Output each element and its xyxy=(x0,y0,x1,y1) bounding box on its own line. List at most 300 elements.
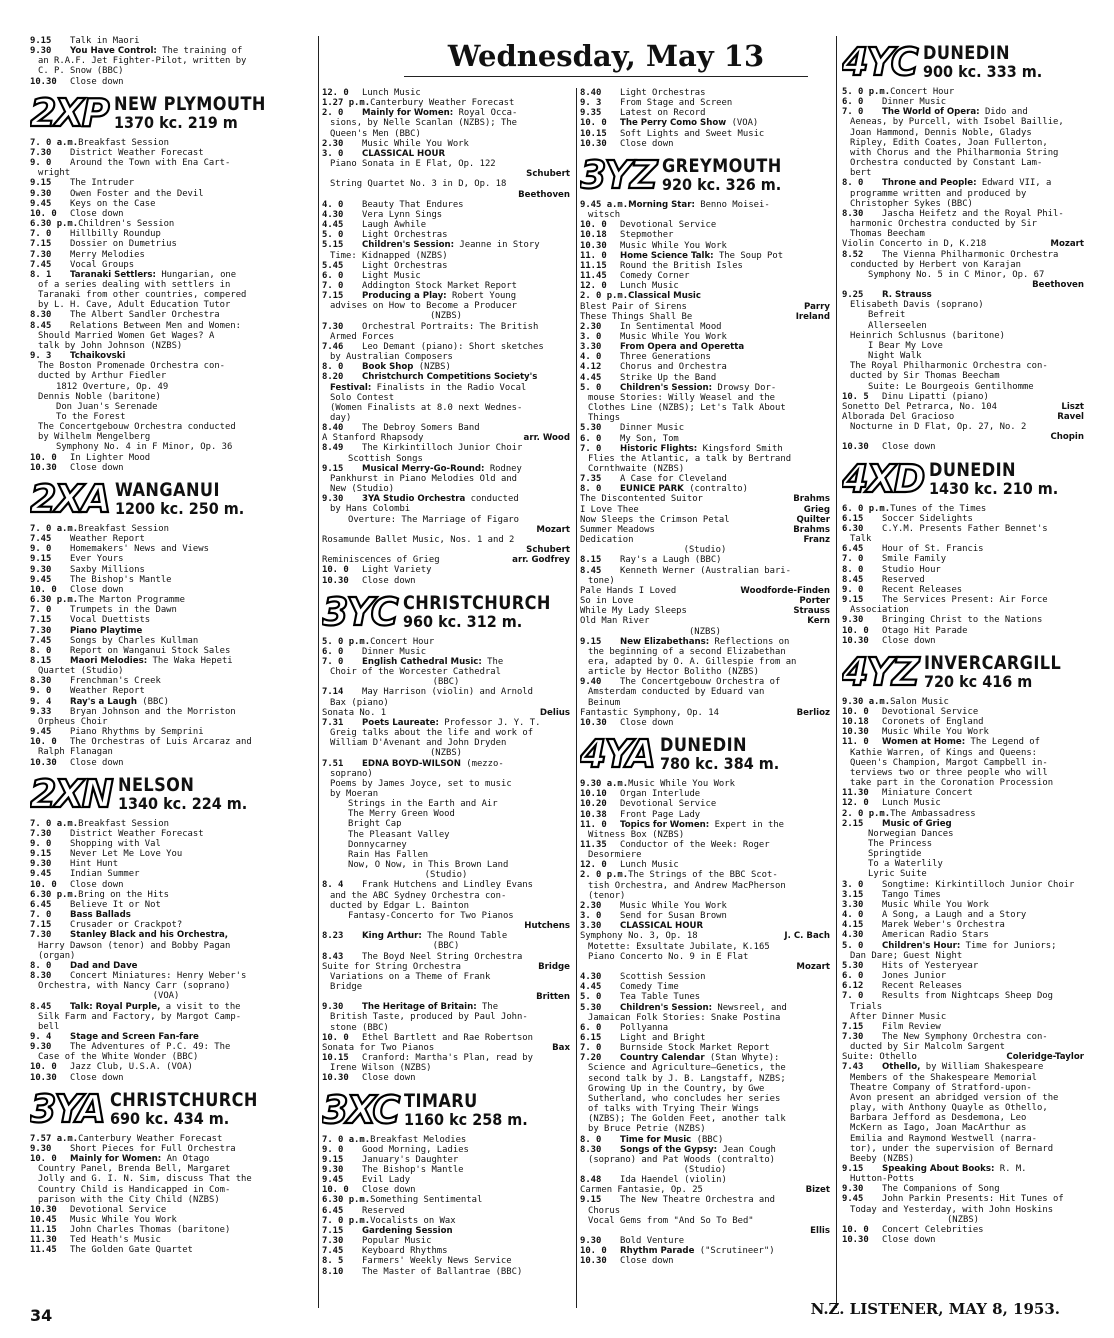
programme-text: Bold Venture xyxy=(620,1236,685,1247)
programme-line xyxy=(842,930,1084,940)
programme-time: 8.45 xyxy=(842,574,864,585)
composer: Ellis xyxy=(810,1225,830,1236)
programme-time: 10. 0 xyxy=(580,118,607,129)
programme-line xyxy=(580,200,830,210)
programme-text: Drowsy Dor- xyxy=(717,382,777,393)
programme-line xyxy=(580,952,830,962)
programme-time: 9.30 xyxy=(30,564,52,575)
programme-text: Breakfast Session xyxy=(78,137,169,148)
programme-text: Piano Sonata in E Flat, Op. 122 xyxy=(330,159,496,170)
programme-time: 4. 0 xyxy=(842,910,864,921)
programme-title: Gardening Session xyxy=(362,1225,453,1236)
programme-text: Close down xyxy=(362,1073,416,1084)
station-name: DUNEDIN xyxy=(659,734,747,757)
programme-line xyxy=(322,1135,570,1145)
programme-text: Tunes of the Times xyxy=(890,503,987,514)
programme-time: 6. 0 xyxy=(842,971,864,982)
programme-line xyxy=(322,982,570,992)
programme-text: The Boyd Neel String Orchestra xyxy=(362,951,523,962)
station-logo: 2XP xyxy=(30,90,108,135)
programme-line xyxy=(580,891,830,901)
programme-text: Dinner Music xyxy=(882,97,947,108)
programme-line xyxy=(30,239,302,249)
programme-line xyxy=(322,1012,570,1022)
programme-text: Motette: Exsultate Jubilate, K.165 xyxy=(588,941,770,952)
programme-line xyxy=(30,707,302,717)
programme-text: Dinner Music xyxy=(362,646,427,657)
programme-text: Suite: Le Bourgeois Gentilhomme xyxy=(868,381,1034,392)
programme-title: Country Calendar xyxy=(620,1053,705,1064)
programme-line xyxy=(580,393,830,403)
programme-time: 9.15 xyxy=(580,636,602,647)
programme-title: Mainly for Women: xyxy=(362,108,454,119)
programme-time: 8. 0 xyxy=(842,564,864,575)
programme-line xyxy=(322,1185,570,1195)
programme-text: Music While You Work xyxy=(620,331,727,342)
programme-line xyxy=(30,930,302,940)
programme-text: Results from Nightcaps Sheep Dog xyxy=(882,991,1053,1002)
programme-text: Ida Haendel (violin) xyxy=(620,1175,727,1186)
programme-text: Songtime: Kirkintilloch Junior Choir xyxy=(882,879,1075,890)
station-header xyxy=(580,153,830,195)
programme-line xyxy=(842,626,1084,636)
programme-text: Music While You Work xyxy=(620,240,727,251)
programme-line xyxy=(322,1073,570,1083)
programme-text: The Round Table xyxy=(427,931,508,942)
programme-title: Talk: Royal Purple, xyxy=(70,1001,161,1012)
programme-text: Lyric Suite xyxy=(868,869,927,880)
programme-line xyxy=(580,98,830,108)
programme-line xyxy=(30,890,302,900)
programme-time: 10. 0 xyxy=(842,706,869,717)
station-name: DUNEDIN xyxy=(922,42,1010,64)
programme-line xyxy=(30,432,302,442)
programme-line xyxy=(842,778,1084,788)
programme-time: 6.30 p.m. xyxy=(30,595,79,606)
programme-text: Conductor of the Week: Roger xyxy=(620,840,770,850)
programme-line xyxy=(580,850,830,860)
composer: Liszt xyxy=(1061,401,1084,412)
programme-time: 2. 0 p.m. xyxy=(842,808,891,819)
programme-line xyxy=(842,707,1084,717)
programme-line xyxy=(580,129,830,139)
programme-line xyxy=(580,535,830,545)
programme-time: 10.15 xyxy=(322,1053,349,1064)
programme-title: Home Science Talk: xyxy=(620,250,714,261)
programme-text: The Boston Promenade Orchestra con- xyxy=(38,361,226,372)
column-2 xyxy=(322,88,570,1308)
programme-title: King Arthur: xyxy=(362,931,422,942)
programme-time: 2. 0 p.m. xyxy=(580,870,629,881)
programme-line xyxy=(30,544,302,554)
programme-line xyxy=(322,332,570,342)
programme-text: stone (BBC) xyxy=(330,1022,389,1033)
programme-line xyxy=(842,1184,1084,1194)
programme-line xyxy=(322,210,570,220)
programme-text: Comedy Corner xyxy=(620,271,690,282)
programme-time: 7.51 xyxy=(322,758,344,769)
programme-line xyxy=(842,544,1084,554)
programme-line xyxy=(842,382,1084,392)
programme-text: Cornthwaite (NZBS) xyxy=(588,464,685,474)
programme-text: Otago Hit Parade xyxy=(882,625,968,636)
programme-line xyxy=(580,220,830,230)
programme-text: Springtide xyxy=(868,849,922,860)
programme-text: Owen Foster and the Devil xyxy=(70,188,204,199)
programme-line xyxy=(30,1185,302,1195)
programme-line xyxy=(842,524,1084,534)
programme-text: Light Orchestras xyxy=(362,260,448,271)
programme-text: From Stage and Screen xyxy=(620,98,733,109)
programme-text: mouse Stories: Willy Weasel and the xyxy=(588,392,776,403)
programme-line xyxy=(322,1063,570,1073)
programme-text: Fantasy-Concerto for Two Pianos xyxy=(348,910,514,921)
work-title: These Things Shall Be xyxy=(580,311,693,322)
programme-text: Jascha Heifetz and the Royal Phil- xyxy=(882,208,1064,219)
composer: Brahms xyxy=(793,524,830,535)
programme-line xyxy=(842,758,1084,768)
programme-text: The xyxy=(487,656,504,667)
programme-line xyxy=(322,433,570,443)
programme-time: 10.30 xyxy=(580,138,607,149)
programme-time: 8.40 xyxy=(322,423,344,434)
programme-line xyxy=(842,107,1084,117)
programme-time: 8.30 xyxy=(30,676,52,687)
programme-text: Kenneth Werner (Australian bari- xyxy=(620,565,791,576)
programme-line xyxy=(842,737,1084,747)
programme-line xyxy=(842,1113,1084,1123)
programme-time: 4.45 xyxy=(580,982,602,993)
programme-time: 10. 0 xyxy=(30,879,57,890)
programme-text: Beeby (NZBS) xyxy=(850,1153,915,1164)
programme-line xyxy=(322,565,570,575)
programme-line xyxy=(580,921,830,931)
programme-line xyxy=(842,565,1084,575)
programme-text: Close down xyxy=(882,635,936,646)
programme-line xyxy=(580,566,830,576)
programme-line xyxy=(842,219,1084,229)
programme-line xyxy=(322,840,570,850)
station-frequency: 1430 kc. 210 m. xyxy=(929,478,1059,498)
station-header xyxy=(580,732,830,777)
programme-line xyxy=(322,1267,570,1277)
programme-time: 5.30 xyxy=(842,960,864,971)
programme-text: Dinu Lipatti (piano) xyxy=(882,391,989,402)
programme-text: Children's Session xyxy=(78,219,175,230)
programme-line xyxy=(30,1022,302,1032)
programme-text: The New Symphony Orchestra con- xyxy=(882,1031,1048,1042)
programme-text: Pollyanna xyxy=(620,1022,669,1033)
programme-time: 5.30 xyxy=(580,1002,602,1013)
programme-line xyxy=(580,616,830,626)
programme-time: 6.15 xyxy=(842,513,864,524)
programme-time: 9.30 a.m. xyxy=(580,779,629,790)
station-header xyxy=(30,1087,302,1129)
programme-line xyxy=(322,870,570,880)
programme-line xyxy=(322,98,570,108)
programme-time: 9. 0 xyxy=(322,1144,344,1155)
programme-time: 7. 0 xyxy=(30,605,52,616)
programme-time: 7.43 xyxy=(842,1062,864,1073)
programme-title: R. Strauss xyxy=(882,290,932,301)
programme-text: Studio Hour xyxy=(882,564,941,575)
programme-line xyxy=(842,148,1084,158)
programme-text: May Harrison (violin) and Arnold xyxy=(362,687,533,698)
programme-time: 7.31 xyxy=(322,717,344,728)
programme-text: Vocalists on Wax xyxy=(370,1215,456,1226)
programme-time: 6.30 p.m. xyxy=(30,889,79,900)
programme-time: 4. 0 xyxy=(322,199,344,210)
programme-text: Nocturne in D Flat, Op. 27, No. 2 xyxy=(850,422,1027,433)
station-name: NEW PLYMOUTH xyxy=(113,92,266,115)
programme-time: 6. 0 xyxy=(322,646,344,657)
programme-line xyxy=(322,372,570,382)
programme-time: 4.12 xyxy=(580,362,602,373)
programme-title: Historic Flights: xyxy=(620,443,698,454)
programme-title: Book Shop xyxy=(362,362,414,373)
station-name: GREYMOUTH xyxy=(661,154,782,177)
programme-time: 7. 0 a.m. xyxy=(30,137,79,148)
programme-time: 7.30 xyxy=(30,147,52,158)
programme-line xyxy=(30,463,302,473)
programme-line xyxy=(842,117,1084,127)
programme-text: Hillbilly Roundup xyxy=(70,229,161,240)
programme-line xyxy=(322,1256,570,1266)
programme-text: The Princess xyxy=(868,839,933,849)
programme-text: Donnycarney xyxy=(348,839,407,850)
work-title: Dedication xyxy=(580,535,634,546)
programme-text: Members of the Shakespeare Memorial xyxy=(850,1072,1038,1083)
programme-text: The Services Present: Air Force xyxy=(882,595,1048,606)
composer: Berlioz xyxy=(796,707,830,718)
programme-line xyxy=(842,239,1084,249)
programme-line xyxy=(30,869,302,879)
programme-text: Finalists in the Radio Vocal xyxy=(376,382,527,393)
programme-title: Rhythm Parade xyxy=(620,1246,695,1257)
programme-text: Edward VII, a xyxy=(981,178,1052,189)
composer: Franz xyxy=(803,535,830,546)
programme-line xyxy=(322,738,570,748)
programme-line xyxy=(30,412,302,422)
programme-text: Believe It or Not xyxy=(70,899,161,910)
programme-text: take part in the Coronation Procession xyxy=(850,778,1054,789)
programme-line xyxy=(322,504,570,514)
station-info xyxy=(404,1091,542,1130)
programme-text: An Otago xyxy=(166,1154,210,1165)
programme-text: Trials xyxy=(850,1001,883,1012)
programme-line xyxy=(322,901,570,911)
programme-line xyxy=(842,158,1084,168)
programme-line xyxy=(842,250,1084,260)
programme-text: Strike Up the Band xyxy=(620,372,717,383)
programme-line xyxy=(842,412,1084,422)
programme-text: The Waka Hepeti xyxy=(152,655,233,666)
programme-time: 7.45 xyxy=(30,259,52,270)
programme-line xyxy=(322,443,570,453)
programme-time: 6.45 xyxy=(322,1205,344,1216)
programme-time: 11. 0 xyxy=(842,737,869,748)
station-header xyxy=(322,590,570,632)
programme-time: 9.45 xyxy=(30,869,52,880)
programme-line xyxy=(322,291,570,301)
programme-text: Light Orchestras xyxy=(620,88,706,98)
programme-text: Overture: The Marriage of Figaro xyxy=(348,514,519,525)
programme-line xyxy=(322,383,570,393)
programme-line xyxy=(842,321,1084,331)
programme-line xyxy=(30,148,302,158)
programme-text: of talks with Trying Their Wings xyxy=(588,1104,759,1115)
programme-line xyxy=(30,554,302,564)
programme-line xyxy=(30,1154,302,1164)
programme-text: (contralto) xyxy=(689,484,748,495)
programme-text: Things xyxy=(588,413,621,424)
programme-title: Topics for Women: xyxy=(620,819,710,830)
programme-time: 2. 0 p.m. xyxy=(580,291,629,302)
programme-text: article by Hector Bolitho (NZBS) xyxy=(588,667,759,678)
programme-text: The Royal Philharmonic Orchestra con- xyxy=(850,361,1048,372)
programme-time: 8.30 xyxy=(30,310,52,321)
programme-line xyxy=(580,1094,830,1104)
programme-time: 7.30 xyxy=(30,249,52,260)
programme-time: 3. 0 xyxy=(842,879,864,890)
programme-line xyxy=(322,423,570,433)
programme-line xyxy=(322,515,570,525)
programme-time: 7. 0 a.m. xyxy=(322,1134,371,1145)
programme-line xyxy=(322,687,570,697)
programme-text: era, adapted by O. A. Gillespie from an xyxy=(588,656,797,667)
programme-text: Vocal Gems from "And So To Bed" xyxy=(588,1215,754,1226)
programme-line xyxy=(30,158,302,168)
programme-line xyxy=(842,1164,1084,1174)
programme-line xyxy=(580,881,830,891)
programme-time: 9.30 xyxy=(842,615,864,626)
programme-text: String Quartet No. 3 in D, Op. 18 xyxy=(330,179,507,190)
programme-text: Burnside Stock Market Report xyxy=(620,1043,770,1054)
programme-text: Close down xyxy=(882,1235,936,1246)
column-3 xyxy=(580,88,830,1308)
programme-line xyxy=(580,464,830,474)
programme-text: My Son, Tom xyxy=(620,433,679,444)
programme-time: 10.30 xyxy=(580,240,607,251)
programme-line xyxy=(30,351,302,361)
programme-text: Lunch Music xyxy=(620,860,679,871)
programme-line xyxy=(30,300,302,310)
programme-text: Scottish Songs xyxy=(348,453,423,464)
programme-line xyxy=(842,1012,1084,1022)
programme-line xyxy=(842,605,1084,615)
programme-time: 9.15 xyxy=(30,554,52,565)
station-frequency: 690 kc. 434 m. xyxy=(109,1108,229,1128)
programme-line xyxy=(842,1052,1084,1062)
programme-time: 8.10 xyxy=(322,1266,344,1277)
programme-text: The Orchestras of Luis Arcaraz and xyxy=(70,737,252,748)
programme-text: District Weather Forecast xyxy=(70,828,204,839)
programme-text: The Intruder xyxy=(70,178,135,189)
programme-line xyxy=(580,982,830,992)
programme-line xyxy=(322,535,570,545)
programme-line xyxy=(580,1236,830,1246)
programme-line xyxy=(322,139,570,149)
programme-line xyxy=(322,1002,570,1012)
programme-text: (organ) xyxy=(38,950,76,961)
programme-text: Canterbury Weather Forecast xyxy=(370,98,515,109)
programme-line xyxy=(322,474,570,484)
programme-time: 9.30 a.m. xyxy=(842,696,891,707)
programme-line xyxy=(580,1003,830,1013)
programme-title: The World of Opera: xyxy=(882,107,980,118)
programme-text: Light Variety xyxy=(362,565,432,576)
programme-line xyxy=(842,270,1084,280)
programme-text: Aeneas, by Purcell, with Isobel Baillie, xyxy=(850,117,1064,128)
station-name: NELSON xyxy=(117,773,194,796)
programme-text: District Weather Forecast xyxy=(70,147,204,158)
programme-line xyxy=(322,1043,570,1053)
programme-time: 9.15 xyxy=(30,849,52,860)
programme-line xyxy=(842,554,1084,564)
programme-line xyxy=(580,1124,830,1134)
programme-text: Strings in the Earth and Air xyxy=(348,799,498,810)
programme-time: 9. 3 xyxy=(30,351,52,362)
programme-text: I Bear My Love xyxy=(868,340,943,351)
work-title: Summer Meadows xyxy=(580,524,655,535)
programme-time: 10.10 xyxy=(580,789,607,800)
programme-text: The Companions of Song xyxy=(882,1184,1000,1195)
programme-text: Piano Rhythms by Semprini xyxy=(70,727,204,738)
programme-line xyxy=(842,595,1084,605)
programme-line xyxy=(580,474,830,484)
programme-line xyxy=(322,1226,570,1236)
programme-title: Children's Session: xyxy=(620,1002,713,1013)
programme-text: Vera Lynn Sings xyxy=(362,209,443,220)
work-title: Alborada Del Gracioso xyxy=(842,412,955,422)
programme-time: 7.15 xyxy=(30,920,52,931)
programme-line xyxy=(842,1225,1084,1235)
programme-text: The Strings of the BBC Scot- xyxy=(628,870,778,881)
programme-time: 8.30 xyxy=(580,1144,602,1155)
programme-time: 7.30 xyxy=(842,1031,864,1042)
programme-text: ducted by Sir Thomas Beecham xyxy=(850,371,1000,382)
programme-line xyxy=(30,321,302,331)
programme-line xyxy=(30,1245,302,1255)
programme-line xyxy=(580,1256,830,1266)
programme-text: Queen's Champion, Margot Campbell in- xyxy=(850,757,1048,768)
programme-text: Witness Box (NZBS) xyxy=(588,829,685,840)
programme-text: Music While You Work xyxy=(70,1215,177,1225)
programme-line xyxy=(580,1084,830,1094)
programme-time: 10.30 xyxy=(580,717,607,728)
programme-line xyxy=(30,77,302,87)
programme-line xyxy=(842,920,1084,930)
programme-time: 7. 0 a.m. xyxy=(30,818,79,829)
programme-text: Avon present an abridged version of the xyxy=(850,1092,1059,1103)
programme-text: Talk xyxy=(850,534,872,545)
programme-text: Concert Hour xyxy=(890,87,955,97)
composer: Britten xyxy=(536,992,570,1003)
programme-line xyxy=(842,1154,1084,1164)
programme-line xyxy=(30,819,302,829)
programme-title: From Opera and Operetta xyxy=(620,342,745,353)
programme-text: The xyxy=(482,1002,499,1013)
station-header xyxy=(30,772,302,814)
programme-line xyxy=(322,728,570,738)
programme-time: 10.30 xyxy=(322,1073,349,1084)
composer: Schubert xyxy=(526,545,570,556)
programme-time: 11.30 xyxy=(842,788,869,799)
programme-line xyxy=(842,575,1084,585)
programme-text: Around the Town with Ena Cart- xyxy=(70,158,231,169)
programme-line xyxy=(580,596,830,606)
programme-line xyxy=(842,138,1084,148)
